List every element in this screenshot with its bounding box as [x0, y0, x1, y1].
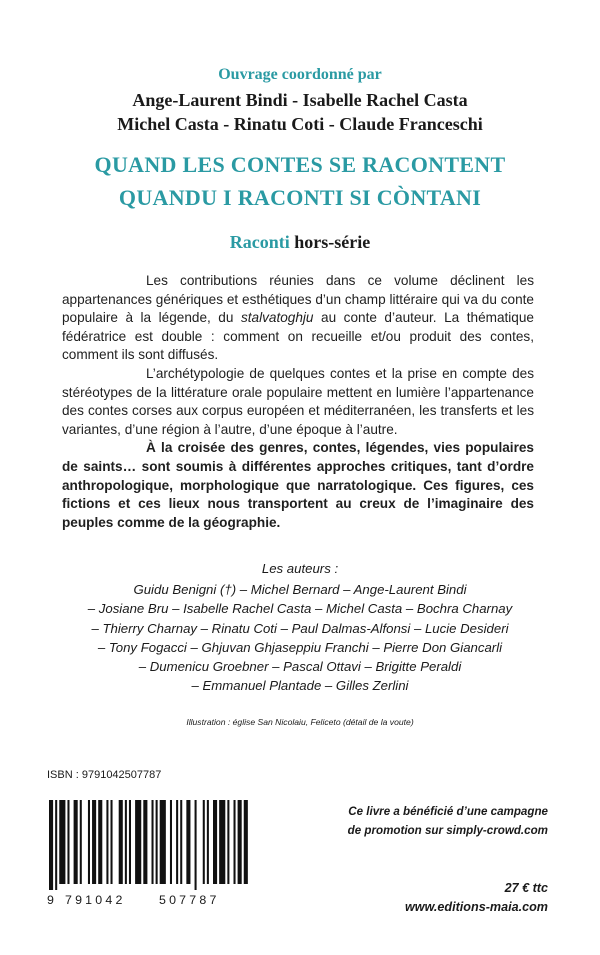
series-name: Raconti — [229, 232, 290, 252]
editors-line-1: Ange-Laurent Bindi - Isabelle Rachel Casta — [132, 90, 468, 110]
isbn-label: ISBN : 9791042507787 — [47, 769, 162, 781]
barcode-bar — [49, 800, 53, 890]
barcode-bar — [176, 800, 178, 884]
summary-p1-part-b: au conte d’auteur. La thématique fédératrice est double : comment on recueille et/ou produit des contes, comment ils sont diffusés. — [62, 310, 534, 363]
summary-paragraph-3: À la croisée des genres, contes, légendes, vies populaires de saints… sont soumis à différentes approches critiques, tant d’ordre anthropologique, morphologique que narratologique. Ces figures, ces fictions et ces lieux nous transportent au creux de l’imaginaire des peuples comme de la géographie. — [62, 440, 534, 530]
barcode-bar — [143, 800, 147, 884]
promo-line-1: Ce livre a bénéficié d’une campagne — [348, 805, 548, 818]
price-label: 27 € ttc — [504, 881, 548, 895]
barcode-bar — [80, 800, 82, 884]
barcode-first-digit: 9 — [47, 893, 58, 907]
barcode-bar — [59, 800, 65, 884]
barcode-bar — [67, 800, 69, 884]
summary-paragraph-1 — [62, 272, 534, 365]
barcode-group-1: 791042 — [65, 893, 126, 907]
book-title-french: QUAND LES CONTES SE RACONTENT — [94, 152, 506, 177]
authors-line: Guidu Benigni (†) – Michel Bernard – Ange-Laurent Bindi — [133, 582, 467, 597]
barcode-bar — [74, 800, 78, 884]
barcode-bar — [234, 800, 236, 884]
series-suffix: hors-série — [289, 232, 371, 252]
barcode-bar — [111, 800, 113, 884]
barcode-bar — [129, 800, 131, 884]
barcode-bar — [156, 800, 158, 884]
barcode-bar — [160, 800, 166, 884]
barcode-bar — [186, 800, 190, 884]
barcode-bar — [170, 800, 172, 884]
barcode-bar — [180, 800, 182, 884]
summary-p1-italic-term: stalvatoghju — [240, 310, 314, 326]
barcode-bar — [106, 800, 108, 884]
series-label — [0, 232, 600, 253]
authors-heading: Les auteurs : — [261, 561, 339, 576]
illustration-credit: Illustration : église San Nicolaiu, Feliceto (détail de la voute) — [186, 717, 414, 727]
authors-line: – Emmanuel Plantade – Gilles Zerlini — [191, 678, 409, 694]
barcode-bar — [213, 800, 217, 884]
barcode-bar — [125, 800, 127, 884]
book-title-corsican: QUANDU I RACONTI SI CÒNTANI — [118, 185, 482, 210]
barcode-bar — [92, 800, 96, 884]
authors-list — [0, 580, 600, 696]
barcode-bar — [207, 800, 209, 884]
summary-text — [62, 272, 534, 532]
summary-paragraph-2: L’archétypologie de quelques contes et la prise en compte des stéréotypes de la littérature orale populaire mettent en lumière l’appartenance des contes corses aux corpus européen et méditerranéen, les transferts et les variantes, d’une région à l’autre, d’une époque à l’autre. — [62, 365, 534, 437]
promo-line-2: de promotion sur simply-crowd.com — [347, 824, 548, 837]
barcode-bar — [98, 800, 102, 884]
barcode-bar — [244, 800, 248, 884]
editors-line-2: Michel Casta - Rinatu Coti - Claude Franceschi — [117, 114, 483, 134]
authors-line: – Josiane Bru – Isabelle Rachel Casta – Michel Casta – Bochra Charnay — [87, 601, 513, 617]
barcode-image — [47, 800, 254, 890]
barcode-bar — [238, 800, 242, 884]
barcode-bar — [88, 800, 90, 884]
barcode-bar — [227, 800, 229, 884]
promo-notice — [348, 802, 548, 840]
coordinated-by-label: Ouvrage coordonné par — [218, 66, 382, 83]
barcode-bar — [135, 800, 141, 884]
publisher-website: www.editions-maia.com — [405, 900, 548, 914]
barcode-bar — [55, 800, 57, 890]
barcode-group-2: 507787 — [159, 893, 220, 907]
authors-line: – Tony Fogacci – Ghjuvan Ghjaseppiu Franchi – Pierre Don Giancarli — [97, 639, 503, 655]
barcode-bar — [119, 800, 123, 884]
authors-line: – Thierry Charnay – Rinatu Coti – Paul Dalmas-Alfonsi – Lucie Desideri — [91, 620, 509, 636]
barcode-bar — [195, 800, 197, 890]
summary-p1-part-a: Les contributions réunies dans ce volume déclinent les appartenances génériques et esthétiques d’un champ littéraire qui va du conte populaire à la légende, du — [62, 273, 534, 326]
barcode-bar — [152, 800, 154, 884]
barcode-bar — [219, 800, 225, 884]
barcode-bar — [203, 800, 205, 884]
authors-line: – Dumenicu Groebner – Pascal Ottavi – Brigitte Peraldi — [138, 659, 462, 675]
